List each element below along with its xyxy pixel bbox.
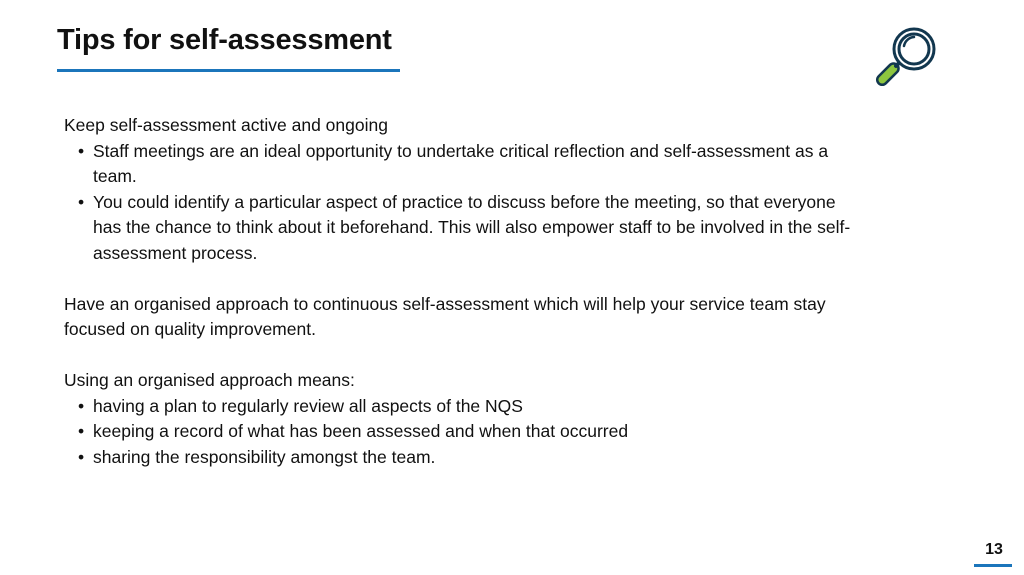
magnifying-glass-icon [868, 22, 940, 90]
bullet-icon: • [78, 395, 85, 416]
bullet-icon: • [78, 140, 85, 161]
slide-body [64, 113, 854, 470]
slide-title: Tips for self-assessment [57, 24, 392, 56]
section-heading-organised: Using an organised approach means: [64, 370, 355, 390]
section-heading-active: Keep self-assessment active and ongoing [64, 115, 388, 135]
list-item: • sharing the responsibility amongst the team. [64, 445, 854, 471]
page-number: 13 [985, 541, 1003, 558]
list-item: • keeping a record of what has been assessed and when that occurred [64, 419, 854, 445]
list-item: • Staff meetings are an ideal opportunity to undertake critical reflection and self-assessment as a team. [78, 140, 829, 186]
page-number-underline [974, 564, 1012, 567]
title-underline [57, 69, 400, 72]
list-item: • having a plan to regularly review all aspects of the NQS [64, 394, 854, 420]
paragraph-organised-approach: Have an organised approach to continuous self-assessment which will help your service team stay focused on quality improvement. [64, 293, 826, 339]
bullet-list-active [64, 139, 854, 267]
bullet-icon: • [78, 421, 85, 441]
list-item: • You could identify a particular aspect of practice to discuss before the meeting, so that everyone has the chance to think about it beforehand. This will also empower staff to be involved in the self-assessment process. [78, 191, 851, 263]
bullet-list-organised [64, 394, 854, 471]
bullet-icon: • [78, 446, 85, 467]
bullet-icon: • [78, 191, 85, 212]
